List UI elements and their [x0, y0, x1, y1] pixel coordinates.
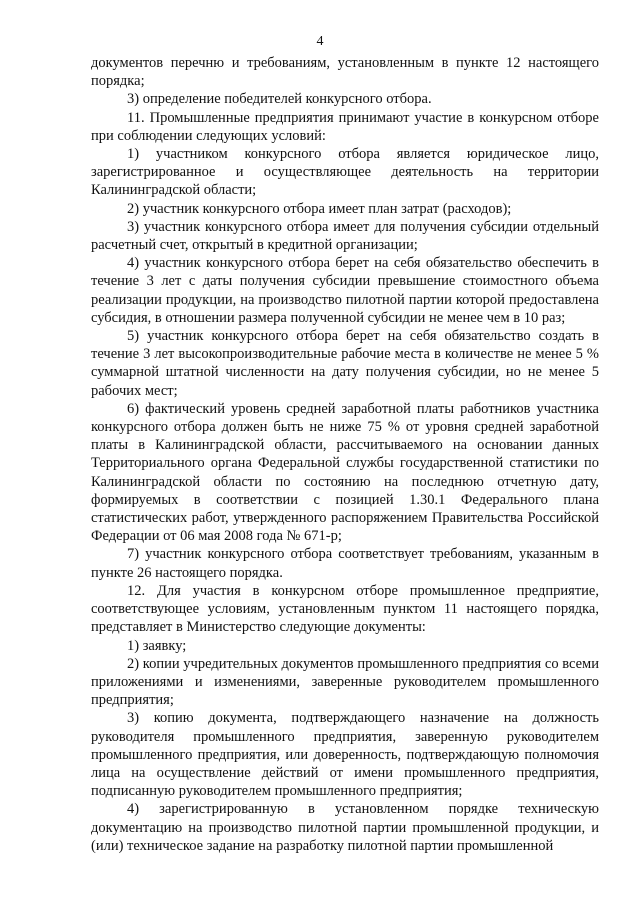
paragraph-document-3: 3) копию документа, подтверждающего назначение на должность руководителя промышленного предприятия, заверенную руководителем промышленного предприятия, или доверенность, подтверждающую полномочия лица на осуществление действий от имени промышленного предприятия, подписанную руководителем промышленного предприятия; — [91, 710, 599, 800]
paragraph-continuation: документов перечню и требованиям, установленным в пункте 12 настоящего порядка; — [91, 55, 599, 90]
paragraph-document-1: 1) заявку; — [127, 637, 187, 654]
paragraph-condition-1: 1) участником конкурсного отбора является юридическое лицо, зарегистрированное и осуществляющее деятельность на территории Калининградской области; — [91, 146, 599, 199]
paragraph-item-3-winners: 3) определение победителей конкурсного отбора. — [127, 91, 432, 108]
paragraph-clause-12: 12. Для участия в конкурсном отборе промышленное предприятие, соответствующее условиям, установленным пунктом 11 настоящего порядка, представляет в Министерство следующие документы: — [91, 582, 599, 636]
paragraph-condition-6: 6) фактический уровень средней заработной платы работников участника конкурсного отбора должен быть не ниже 75 % от уровня средней заработной платы в Калининградской области, рассчитываемого на основании данных Территориального органа Федеральной службы государственной статистики по Калининградской области по состоянию на последнюю отчетную дату, формируемых в соответствии с позицией 1.30.1 Федерального плана статистических работ, утвержденного распоряжением Правительства Российской Федерации от 06 мая 2008 года № 671-р; — [91, 400, 599, 545]
paragraph-condition-3: 3) участник конкурсного отбора имеет для получения субсидии отдельный расчетный счет, открытый в кредитной организации; — [91, 218, 599, 254]
paragraph-condition-2: 2) участник конкурсного отбора имеет план затрат (расходов); — [127, 200, 512, 217]
paragraph-condition-4: 4) участник конкурсного отбора берет на себя обязательство обеспечить в течение 3 лет с даты получения субсидии превышение стоимостного объема реализации продукции, на производство пилотной партии которой предоставлена субсидия, в отношении размера полученной субсидии не менее чем в 10 раз; — [91, 255, 599, 326]
page-number: 4 — [316, 34, 324, 49]
paragraph-condition-5: 5) участник конкурсного отбора берет на себя обязательство создать в течение 3 лет высокопроизводительные рабочие места в количестве не менее 5 % суммарной штатной численности на дату получения субсидии, но не менее 5 рабочих мест; — [91, 328, 599, 399]
paragraph-condition-7: 7) участник конкурсного отбора соответствует требованиям, указанным в пункте 26 настоящего порядка. — [91, 546, 599, 581]
document-body — [91, 54, 599, 855]
paragraph-document-4: 4) зарегистрированную в установленном порядке техническую документацию на производство пилотной партии промышленной продукции, и (или) техническое задание на разработку пилотной партии промышленной — [91, 801, 599, 854]
paragraph-document-2: 2) копии учредительных документов промышленного предприятия со всеми приложениями и изменениями, заверенные руководителем промышленного предприятия; — [91, 655, 599, 709]
paragraph-clause-11: 11. Промышленные предприятия принимают участие в конкурсном отборе при соблюдении следующих условий: — [91, 109, 599, 144]
